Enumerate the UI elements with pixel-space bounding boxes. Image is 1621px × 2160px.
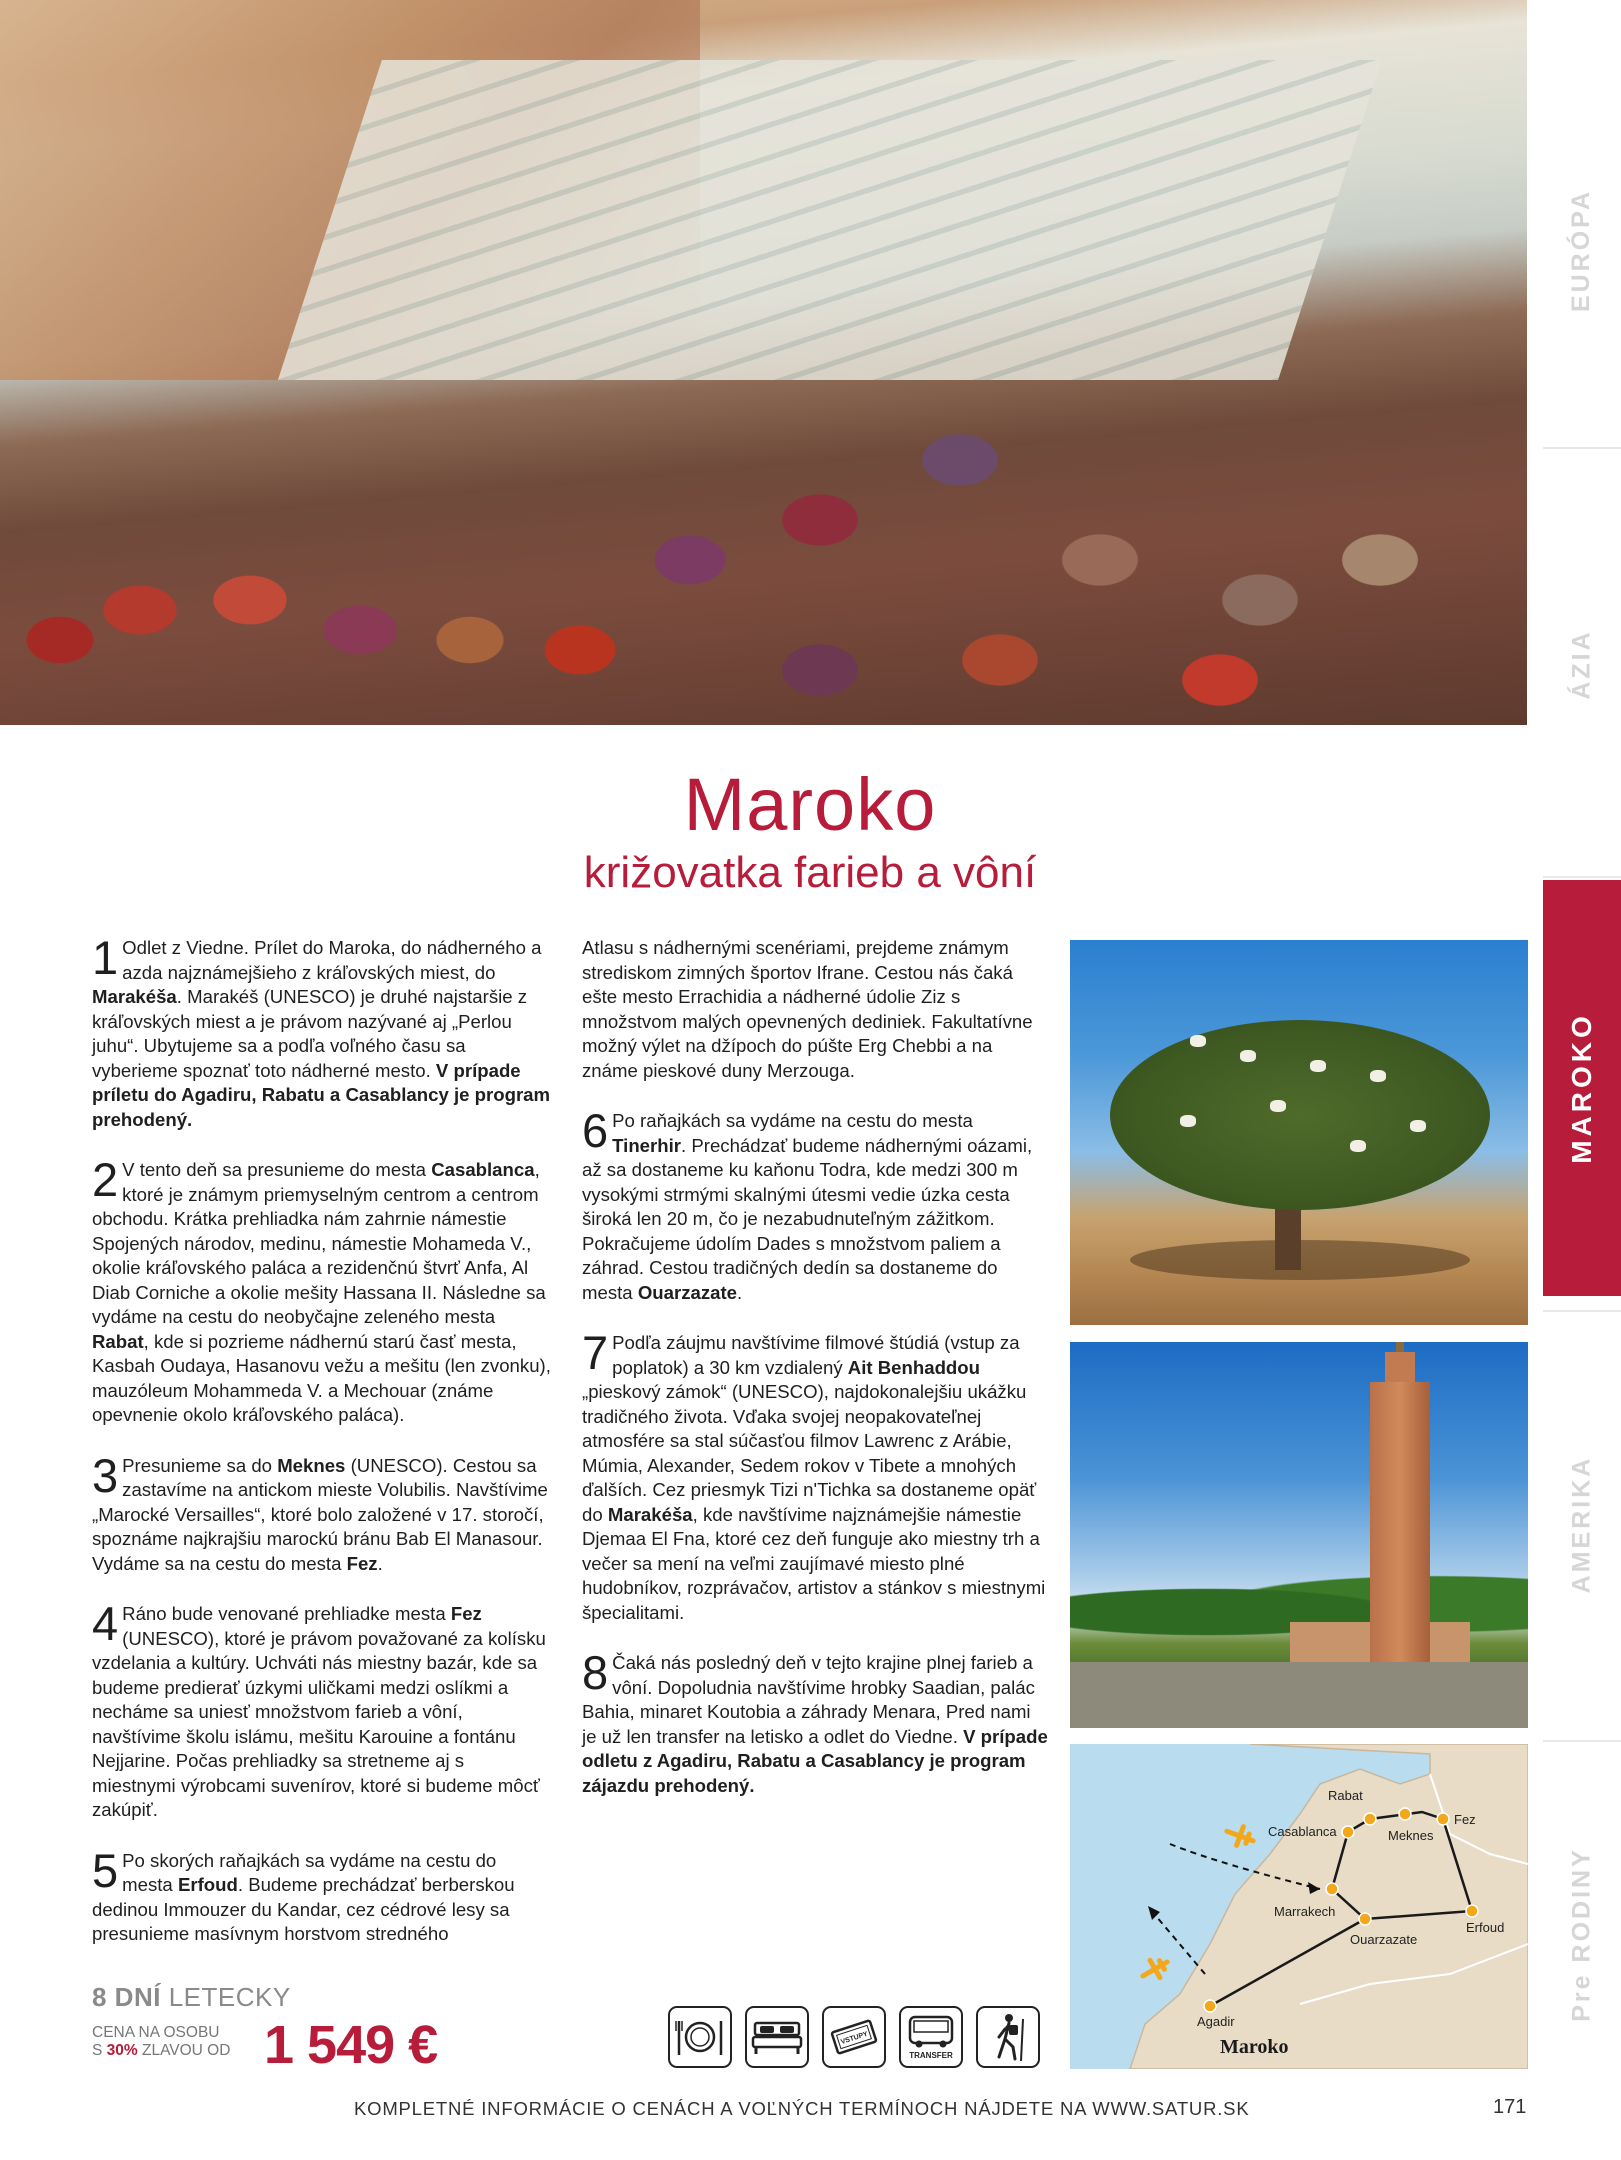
goat <box>1350 1140 1366 1152</box>
day-text: , kde navštívime najznámejšie námestie Djemaa El Fna, ktoré cez deň funguje ako miestny trh a večer sa mení na veľmi zaujímavé miesto plné hudobníkov, rozprávačov, artistov a stánkov s miestnymi špecialitami. <box>582 1503 1046 1623</box>
day-text: . Marakéš (UNESCO) je druhé najstaršie z kráľovských miest a je právom nazývané aj „Perlou juhu“. Ubytujeme sa a podľa voľného času sa vyberieme spoznať toto nádherné mesto. <box>92 986 528 1081</box>
photo-koutoubia-minaret <box>1070 1342 1528 1728</box>
day-text: V tento deň sa presunieme do mesta <box>122 1159 432 1180</box>
tab-divider <box>1543 1740 1621 1742</box>
itinerary-day-2 <box>92 1153 552 1428</box>
highlight-text: Fez <box>450 1603 482 1624</box>
route-map <box>1070 1744 1528 2069</box>
tab-divider <box>1543 1310 1621 1312</box>
itinerary-day-6 <box>582 1104 1048 1305</box>
day-number: 8 <box>582 1646 609 1699</box>
highlight-text: Tinerhir <box>612 1134 682 1156</box>
day-text: Podľa záujmu navštívime filmové štúdiá (vstup za poplatok) a 30 km vzdialený <box>612 1332 1020 1378</box>
city-dot-erfoud <box>1466 1905 1478 1917</box>
day-text: Po raňajkách sa vydáme na cestu do mesta <box>612 1110 973 1131</box>
highlight-text: Casablanca <box>431 1159 535 1180</box>
highlight-text: Marakéša <box>607 1503 693 1525</box>
day-text: . <box>737 1281 743 1303</box>
plane-icon <box>1138 1953 1172 1984</box>
day-text: (UNESCO). Cestou sa zastavíme na antickom mieste Volubilis. Navštívime „Marocké Versailles“, ktoré bolo založené v 17. storočí, spoznáme najkrajšiu marockú bránu Bab El Manasour. Vydáme sa na cestu do mesta <box>92 1454 548 1574</box>
tab-maroko[interactable]: MAROKO <box>1543 880 1621 1296</box>
tab-amerika[interactable]: AMERIKA <box>1567 1455 1596 1593</box>
itinerary-day-7 <box>582 1326 1048 1625</box>
day-number: 6 <box>582 1104 609 1157</box>
highlight-text: Fez <box>346 1552 378 1574</box>
highlight-text: Ait Benhaddou <box>847 1356 981 1378</box>
map-label-rabat: Rabat <box>1328 1788 1363 1803</box>
meals-icon <box>668 2006 732 2068</box>
day-number: 5 <box>92 1843 119 1897</box>
itinerary-column-1 <box>92 931 552 1973</box>
footer-info: KOMPLETNÉ INFORMÁCIE O CENÁCH A VOĽNÝCH TERMÍNOCH NÁJDETE NA WWW.SATUR.SK <box>354 2098 1250 2119</box>
itinerary-day-3 <box>92 1448 552 1577</box>
price-value: 1 549 € <box>264 2015 438 2075</box>
day-text: Odlet z Viedne. Prílet do Maroka, do nádherného a azda najznámejšieho z kráľovských miest, do <box>122 937 542 983</box>
day-text: Ráno bude venované prehliadke mesta <box>122 1603 451 1624</box>
highlight-text: Erfoud <box>177 1874 238 1895</box>
city-dot-fez <box>1437 1813 1449 1825</box>
map-country-label: Maroko <box>1220 2036 1289 2058</box>
map-label-erfoud: Erfoud <box>1466 1920 1505 1935</box>
plaza <box>1070 1662 1528 1728</box>
itinerary-day-1 <box>92 931 552 1132</box>
highlight-text: Meknes <box>277 1454 346 1476</box>
itinerary-day-5 <box>92 1843 552 1947</box>
goat <box>1370 1070 1386 1082</box>
photo-goats-in-argan-tree <box>1070 940 1528 1325</box>
tab-europa[interactable]: EURÓPA <box>1567 188 1596 312</box>
day-text: . <box>377 1552 383 1574</box>
goat <box>1180 1115 1196 1127</box>
page-number: 171 <box>1493 2096 1527 2118</box>
itinerary-day-4 <box>92 1597 552 1823</box>
map-label-casablanca: Casablanca <box>1268 1824 1337 1839</box>
tickets-label: VSTUPY <box>840 2030 869 2047</box>
day-number: 1 <box>92 931 119 984</box>
minaret-tower <box>1370 1382 1430 1672</box>
day-number: 7 <box>582 1326 609 1379</box>
day-text: . Prechádzať budeme nádhernými oázami, až sa dostaneme ku kaňonu Todra, kde medzi 300 m vysokými strmými skalnými útesmi vedie úzka cesta široká len 20 m, čo je nezabudnuteľným zážitkom. Pokračujeme údolím Dades s množstvom paliem a záhrad. Cestou tradičných dedín sa dostaneme do mesta <box>582 1134 1033 1303</box>
city-dot-rabat <box>1364 1813 1376 1825</box>
city-dot-agadir <box>1204 2000 1216 2012</box>
highlight-text: Marakéša <box>92 986 177 1007</box>
tickets-icon <box>822 2006 886 2068</box>
goat <box>1410 1120 1426 1132</box>
map-label-agadir: Agadir <box>1197 2014 1235 2029</box>
trip-duration: 8 DNÍ LETECKY <box>92 1982 291 2012</box>
map-label-meknes: Meknes <box>1388 1828 1434 1843</box>
price-label: CENA NA OSOBU S 30% ZLAVOU OD <box>92 2024 231 2059</box>
goat <box>1270 1100 1286 1112</box>
map-label-fez: Fez <box>1454 1812 1476 1827</box>
day-text: Presunieme sa do <box>122 1454 278 1476</box>
highlight-text: Rabat <box>92 1330 144 1352</box>
transfer-label: TRANSFER <box>909 2051 953 2060</box>
goat <box>1240 1050 1256 1062</box>
day-5-continuation: Atlasu s nádhernými scenériami, prejdeme známym strediskom zimných športov Ifrane. Cestou nás čaká ešte mesto Errachidia a nádherné údolie Ziz s množstvom malých opevnených dediniek. Fakultatívne možný výlet na džípoch do púšte Erg Chebbi a na známe pieskové duny Merzouga. <box>582 937 1033 1081</box>
hiking-icon <box>976 2006 1040 2068</box>
page-title: Maroko <box>683 763 937 846</box>
day-text: Čaká nás posledný deň v tejto krajine plnej farieb a vôní. Dopoludnia navštívime hrobky Saadian, palác Bahia, minaret Koutobia a záhrady Menara, Pred nami je už len transfer na letisko a odlet do Viedne. <box>582 1652 1035 1747</box>
day-number: 2 <box>92 1153 119 1206</box>
plane-icon <box>1223 1822 1256 1850</box>
city-dot-ouarzazate <box>1359 1913 1371 1925</box>
tab-pre-rodiny[interactable]: Pre RODINY <box>1567 1846 1596 2022</box>
itinerary-day-8 <box>582 1646 1048 1798</box>
tree-crown <box>1110 1020 1490 1210</box>
day-text: Po skorých raňajkách sa vydáme na cestu do mesta <box>122 1849 497 1895</box>
map-label-ouarzazate: Ouarzazate <box>1350 1932 1418 1947</box>
transfer-bus-icon <box>899 2006 963 2068</box>
service-icons <box>668 2006 1040 2068</box>
day-text: „pieskový zámok“ (UNESCO), najdokonalejšiu ukážku tradičného života. Vďaka svojej neopakovateľnej atmosfére sa stal súčasťou filmov Lawrenc z Arábie, Múmia, Alexander, Sedem rokov v Tibete a mnohých ďalších. Cez priesmyk Tizi n'Tichka sa dostaneme opäť do <box>582 1381 1037 1525</box>
itinerary-days-6-8 <box>582 1104 1048 1798</box>
day-text: (UNESCO), ktoré je právom považované za kolísku vzdelania a kultúry. Uchváti nás miestny bazár, kde sa budeme predierať úzkymi uličkami medzi oslíkmi a necháme sa uniesť množstvom farieb a vôní, navštívime školu islámu, mešitu Karouine a fontánu Nejjarine. Počas prehliadky sa stretneme aj s miestnymi výrobcami suvenírov, ktoré si budeme môcť zakúpiť. <box>92 1627 546 1820</box>
highlight-text: V prípade príletu do Agadiru, Rabatu a Casablancy je program prehodený. <box>92 1059 551 1130</box>
goat <box>1310 1060 1326 1072</box>
tab-azia[interactable]: ÁZIA <box>1567 629 1596 700</box>
page-subtitle: križovatka farieb a vôní <box>583 848 1037 897</box>
city-dot-meknes <box>1399 1808 1411 1820</box>
city-dot-casablanca <box>1342 1826 1354 1838</box>
city-dot-marrakech <box>1326 1883 1338 1895</box>
tab-divider <box>1543 447 1621 449</box>
hero-photo-tanneries <box>0 0 1527 725</box>
arrow-head <box>1148 1906 1160 1920</box>
day-text: . Budeme prechádzať berberskou dedinou Immouzer du Kandar, cez cédrové lesy sa presunieme masívnym horstvom stredného <box>92 1874 515 1944</box>
hotel-bed-icon <box>745 2006 809 2068</box>
itinerary-column-2 <box>582 936 1048 1824</box>
day-number: 4 <box>92 1597 119 1650</box>
discount-badge: 30% <box>106 2042 138 2059</box>
hero-dye-vats <box>278 60 1382 380</box>
map-label-marrakech: Marrakech <box>1274 1904 1336 1919</box>
highlight-text: Ouarzazate <box>637 1281 738 1303</box>
day-text: , kde si pozrieme nádhernú starú časť mesta, Kasbah Oudaya, Hasanovu vežu a mešitu (len zvonku), mauzóleum Mohammeda V. a Mechouar (známe opevnenie okolo kráľovského paláca). <box>92 1330 551 1425</box>
day-number: 3 <box>92 1448 119 1502</box>
day-text: , ktoré je známym priemyselným centrom a centrom obchodu. Krátka prehliadka nám zahrnie námestie Spojených národov, medinu, námestie Mohameda V., okolie kráľovského paláca a rezidenčnú štvrť Anfa, Al Diab Corniche a okolie mešity Hassana II. Následne sa vydáme na cestu do neobyčajne zeleného mesta <box>92 1159 546 1327</box>
goat <box>1190 1035 1206 1047</box>
tab-divider <box>1543 876 1621 878</box>
highlight-text: V prípade odletu z Agadiru, Rabatu a Casablancy je program zájazdu prehodený. <box>582 1725 1048 1796</box>
